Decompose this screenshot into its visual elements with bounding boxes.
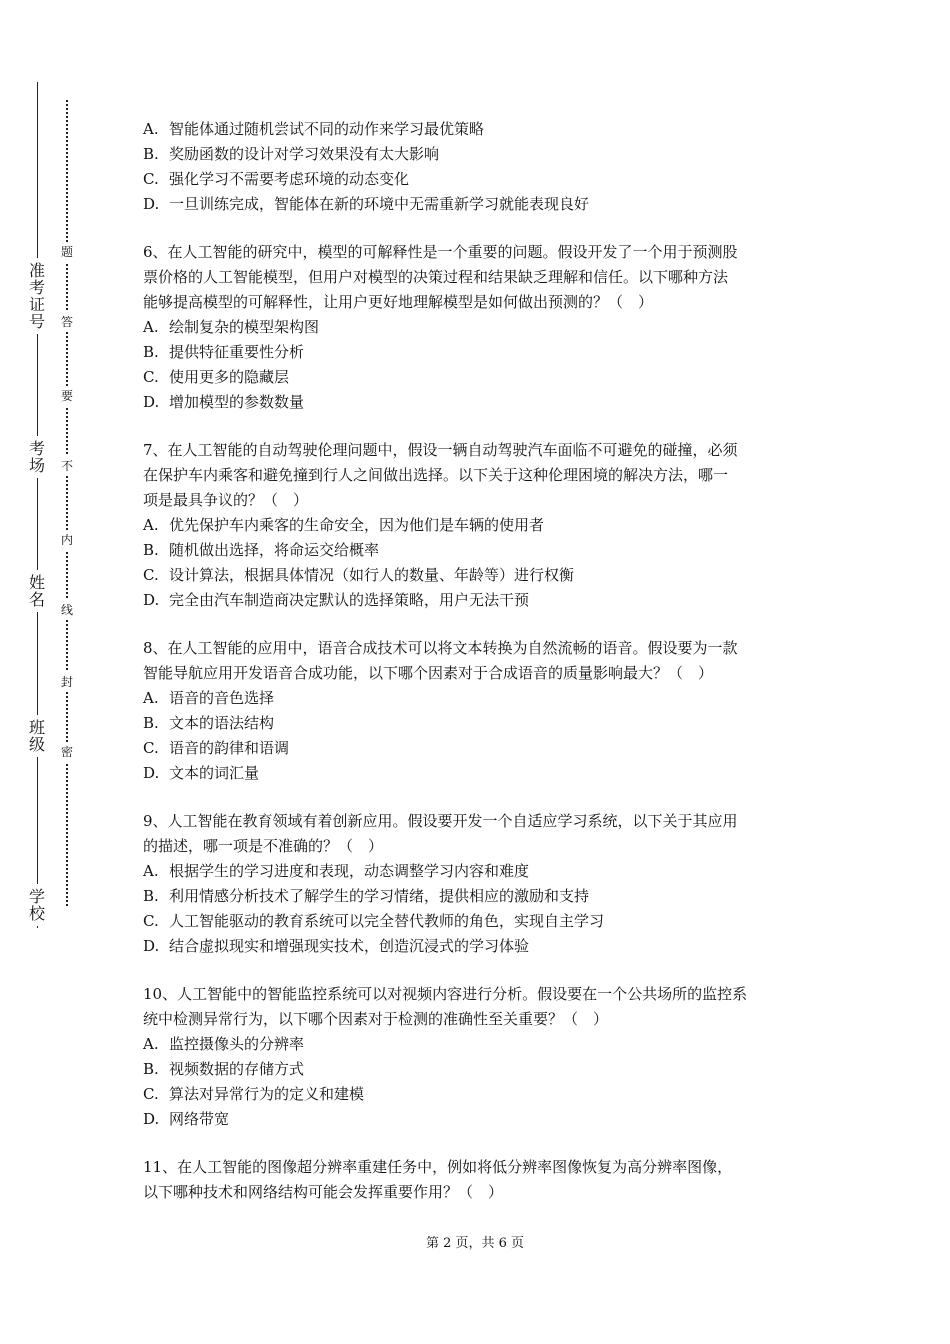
option: A. 监控摄像头的分辨率 bbox=[143, 1035, 305, 1053]
option: C. 人工智能驱动的教育系统可以完全替代教师的角色，实现自主学习 bbox=[143, 912, 605, 930]
option: D. 结合虚拟现实和增强现实技术，创造沉浸式的学习体验 bbox=[143, 937, 530, 955]
option: C. 语音的韵律和语调 bbox=[143, 739, 290, 757]
seal-char: 内 bbox=[58, 530, 76, 550]
question-7 bbox=[143, 438, 813, 613]
school-label: 学 校 bbox=[22, 884, 52, 926]
question-stem-line: 8、在人工智能的应用中，语音合成技术可以将文本转换为自然流畅的语音。假设要为一款 bbox=[143, 639, 738, 657]
question-stem-line: 6、在人工智能的研究中，模型的可解释性是一个重要的问题。假设开发了一个用于预测股 bbox=[143, 243, 738, 261]
question-stem-line: 的描述，哪一项是不准确的？（ ） bbox=[143, 837, 384, 855]
option: D. 网络带宽 bbox=[143, 1110, 230, 1128]
option: B. 文本的语法结构 bbox=[143, 714, 275, 732]
question-8 bbox=[143, 636, 813, 786]
option: A. 优先保护车内乘客的生命安全，因为他们是车辆的使用者 bbox=[143, 516, 545, 534]
option: A. 绘制复杂的模型架构图 bbox=[143, 318, 320, 336]
option: B. 利用情感分析技术了解学生的学习情绪，提供相应的激励和支持 bbox=[143, 887, 590, 905]
question-stem-line: 在保护车内乘客和避免撞到行人之间做出选择。以下关于这种伦理困境的解决方法，哪一 bbox=[143, 466, 729, 484]
option: C. 强化学习不需要考虑环境的动态变化 bbox=[143, 170, 410, 188]
exam-number-label: 准 考 证 号 bbox=[22, 258, 52, 334]
question-stem-line: 7、在人工智能的自动驾驶伦理问题中，假设一辆自动驾驶汽车面临不可避免的碰撞，必须 bbox=[143, 441, 738, 459]
question-stem-line: 票价格的人工智能模型，但用户对模型的决策过程和结果缺乏理解和信任。以下哪种方法 bbox=[143, 268, 729, 286]
option: A. 根据学生的学习进度和表现，动态调整学习内容和难度 bbox=[143, 862, 530, 880]
binding-dotted-line bbox=[66, 100, 68, 906]
binding-margin bbox=[0, 0, 90, 1344]
question-stem-line: 统中检测异常行为，以下哪个因素对于检测的准确性至关重要？（ ） bbox=[143, 1010, 609, 1028]
option: B. 随机做出选择，将命运交给概率 bbox=[143, 541, 380, 559]
page-footer: 第 2 页，共 6 页 bbox=[425, 1236, 525, 1251]
option: D. 增加模型的参数数量 bbox=[143, 393, 305, 411]
option: C. 设计算法，根据具体情况（如行人的数量、年龄等）进行权衡 bbox=[143, 566, 575, 584]
option: A. 智能体通过随机尝试不同的动作来学习最优策略 bbox=[143, 120, 485, 138]
question-stem-line: 10、人工智能中的智能监控系统可以对视频内容进行分析。假设要在一个公共场所的监控系 bbox=[143, 985, 748, 1003]
question-stem-line: 9、人工智能在教育领域有着创新应用。假设要开发一个自适应学习系统，以下关于其应用 bbox=[143, 812, 738, 830]
seal-char: 答 bbox=[58, 312, 76, 332]
seal-char: 题 bbox=[58, 242, 76, 262]
seal-char: 不 bbox=[58, 456, 76, 476]
class-label: 班 级 bbox=[22, 715, 52, 757]
option: B. 提供特征重要性分析 bbox=[143, 343, 305, 361]
option: C. 使用更多的隐藏层 bbox=[143, 368, 290, 386]
question-9 bbox=[143, 809, 813, 959]
option: D. 一旦训练完成，智能体在新的环境中无需重新学习就能表现良好 bbox=[143, 195, 590, 213]
exam-room-label: 考 场 bbox=[22, 436, 52, 478]
option: B. 视频数据的存储方式 bbox=[143, 1060, 305, 1078]
seal-char: 要 bbox=[58, 386, 76, 406]
binding-solid-line bbox=[37, 82, 38, 928]
question-stem-line: 项是最具争议的？（ ） bbox=[143, 491, 309, 509]
seal-char: 密 bbox=[58, 742, 76, 762]
option: D. 文本的词汇量 bbox=[143, 764, 260, 782]
question-6 bbox=[143, 240, 813, 415]
question-5-options bbox=[143, 117, 813, 217]
question-10 bbox=[143, 982, 813, 1132]
question-stem-line: 能够提高模型的可解释性，让用户更好地理解模型是如何做出预测的？（ ） bbox=[143, 293, 654, 311]
option: C. 算法对异常行为的定义和建模 bbox=[143, 1085, 365, 1103]
question-stem-line: 以下哪种技术和网络结构可能会发挥重要作用？（ ） bbox=[143, 1183, 504, 1201]
option: B. 奖励函数的设计对学习效果没有太大影响 bbox=[143, 145, 440, 163]
seal-char: 封 bbox=[58, 672, 76, 692]
question-stem-line: 11、在人工智能的图像超分辨率重建任务中，例如将低分辨率图像恢复为高分辨率图像， bbox=[143, 1158, 733, 1176]
exam-content bbox=[143, 117, 813, 1228]
question-11 bbox=[143, 1155, 813, 1205]
option: A. 语音的音色选择 bbox=[143, 689, 275, 707]
seal-char: 线 bbox=[58, 600, 76, 620]
option: D. 完全由汽车制造商决定默认的选择策略，用户无法干预 bbox=[143, 591, 530, 609]
question-stem-line: 智能导航应用开发语音合成功能，以下哪个因素对于合成语音的质量影响最大？（ ） bbox=[143, 664, 714, 682]
name-label: 姓 名 bbox=[22, 570, 52, 612]
